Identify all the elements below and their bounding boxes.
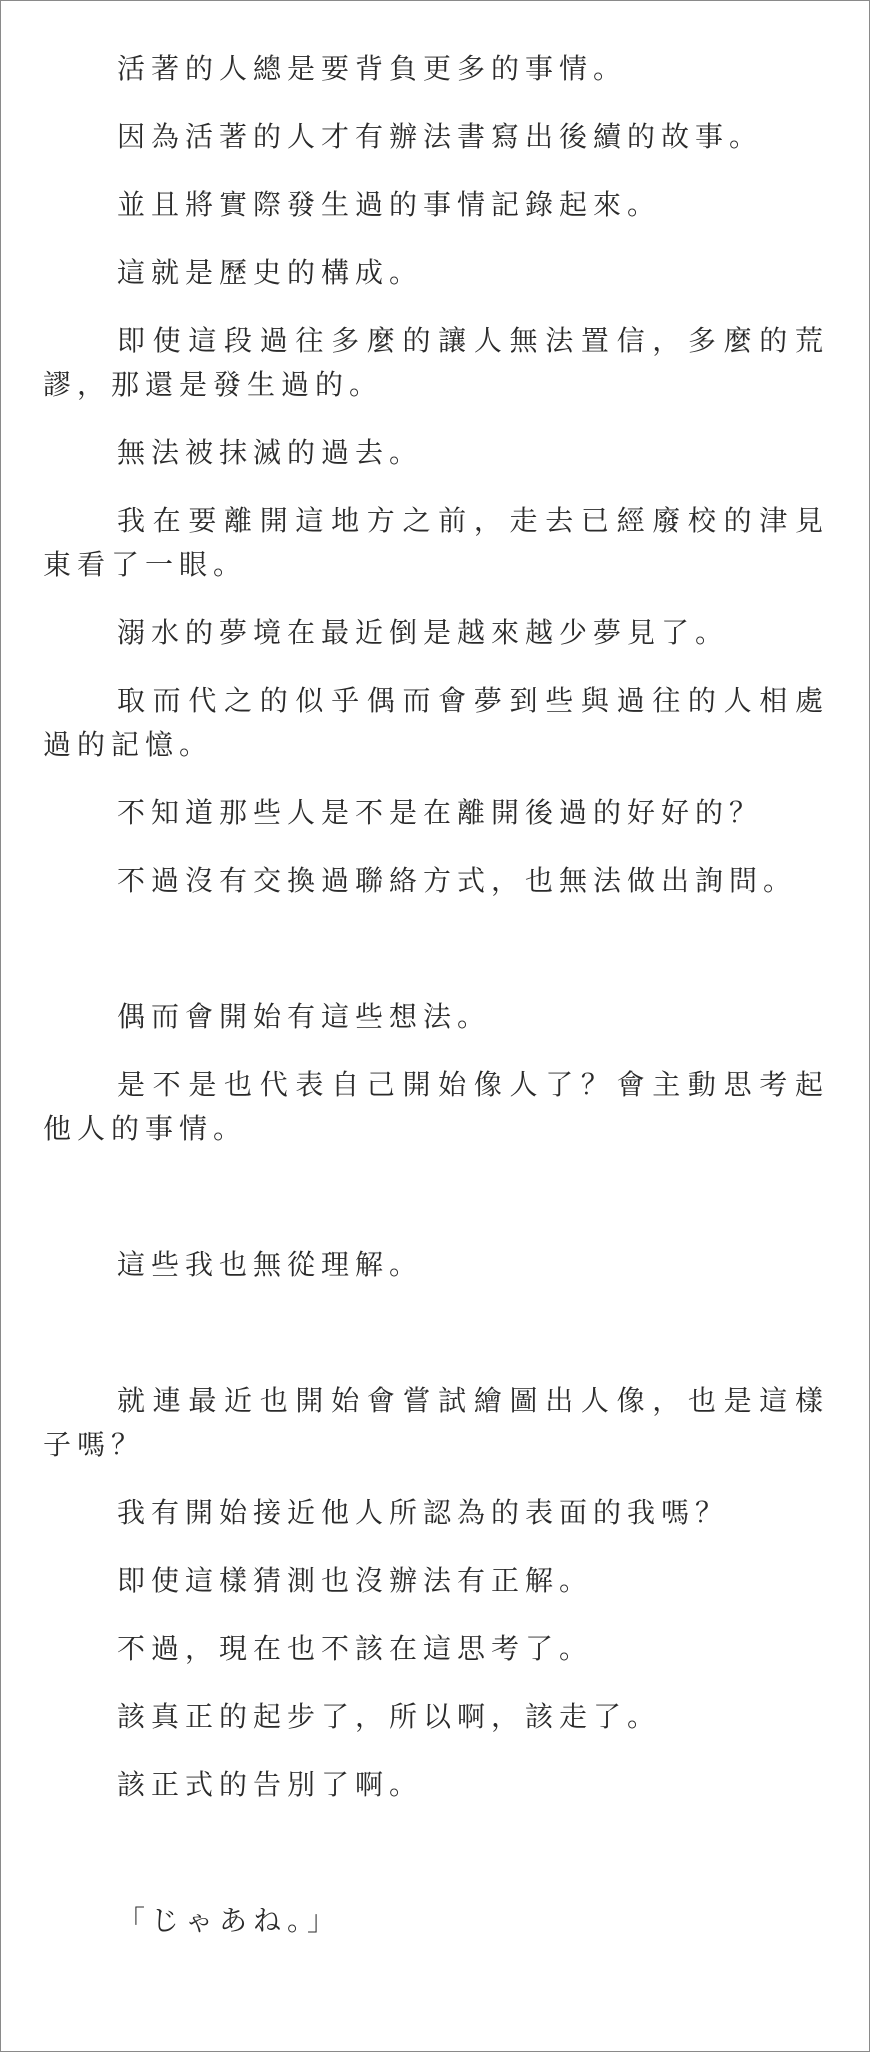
- paragraph-18: 不過，現在也不該在這思考了。: [117, 1632, 594, 1665]
- paragraph-10: 不知道那些人是不是在離開後過的好好的？: [117, 796, 764, 829]
- paragraph-12: 偶而會開始有這些想法。: [117, 1000, 492, 1033]
- paragraph-8: 溺水的夢境在最近倒是越來越少夢見了。: [117, 616, 730, 649]
- paragraph-2: 因為活著的人才有辦法書寫出後續的故事。: [117, 120, 764, 153]
- paragraph-20: 該正式的告別了啊。: [117, 1768, 424, 1801]
- blank-line: [43, 1831, 829, 1899]
- paragraph-15: 就連最近也開始會嘗試繪圖出人像，也是這樣子嗎？: [43, 1384, 829, 1461]
- paragraph-1: 活著的人總是要背負更多的事情。: [117, 52, 628, 85]
- paragraph-14: 這些我也無從理解。: [117, 1248, 424, 1281]
- paragraph-9: 取而代之的似乎偶而會夢到些與過往的人相處過的記憶。: [43, 684, 829, 761]
- paragraph-7: 我在要離開這地方之前，走去已經廢校的津見東看了一眼。: [43, 504, 829, 581]
- paragraph-3: 並且將實際發生過的事情記錄起來。: [117, 188, 662, 221]
- blank-line: [43, 1175, 829, 1243]
- paragraph-13: 是不是也代表自己開始像人了？會主動思考起他人的事情。: [43, 1068, 829, 1145]
- blank-line: [43, 1311, 829, 1379]
- story-text: [43, 47, 829, 1967]
- paragraph-17: 即使這樣猜測也沒辦法有正解。: [117, 1564, 594, 1597]
- blank-line: [43, 927, 829, 995]
- paragraph-4: 這就是歷史的構成。: [117, 256, 424, 289]
- paragraph-6: 無法被抹滅的過去。: [117, 436, 424, 469]
- paragraph-21: 「じゃあね。」: [117, 1904, 342, 1937]
- paragraph-5: 即使這段過往多麼的讓人無法置信，多麼的荒謬，那還是發生過的。: [43, 324, 829, 401]
- paragraph-11: 不過沒有交換過聯絡方式，也無法做出詢問。: [117, 864, 798, 897]
- paragraph-19: 該真正的起步了，所以啊，該走了。: [117, 1700, 662, 1733]
- paragraph-16: 我有開始接近他人所認為的表面的我嗎？: [117, 1496, 730, 1529]
